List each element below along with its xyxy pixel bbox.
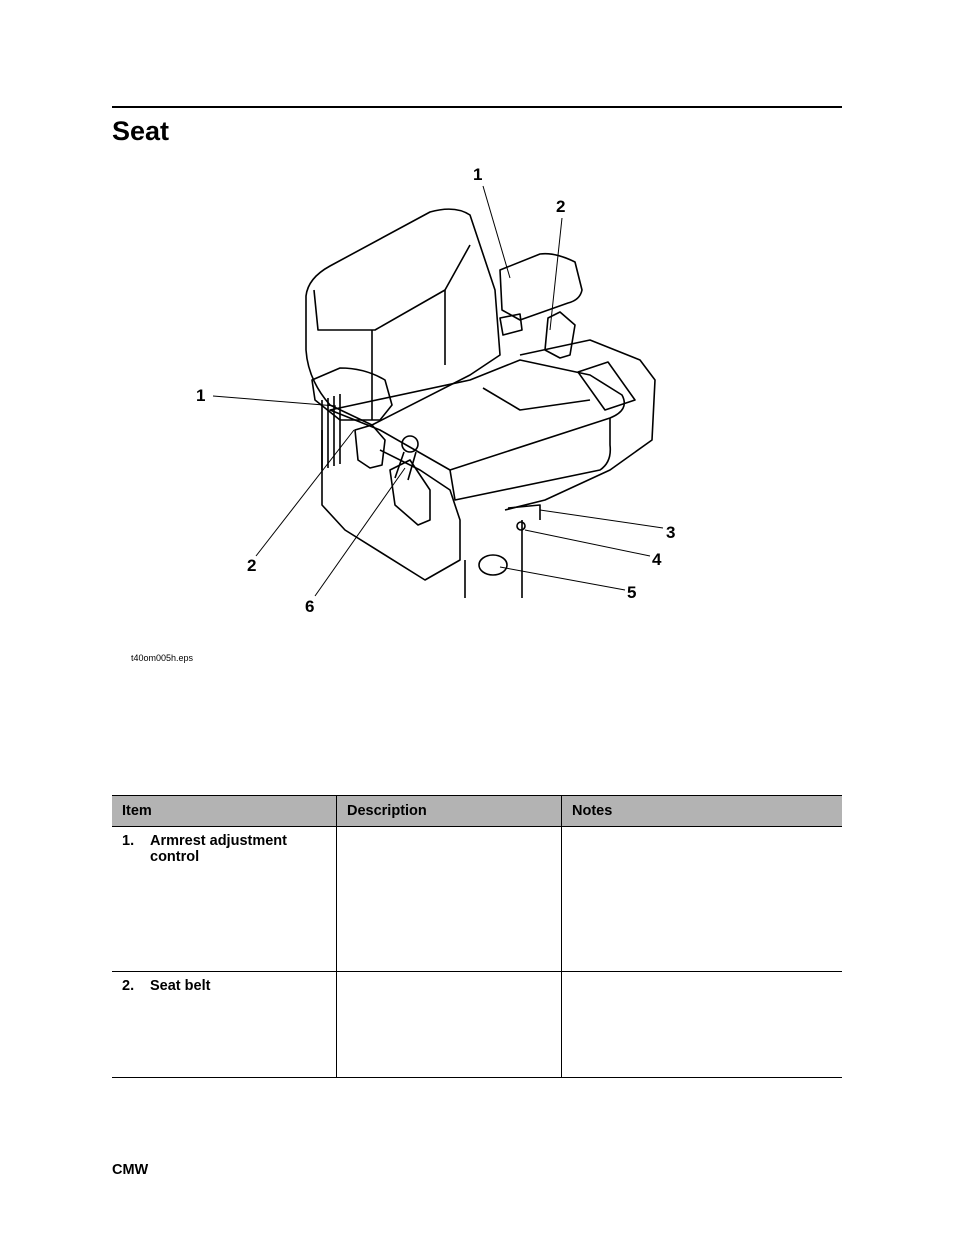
item-cell [112, 972, 337, 1078]
callout-2-top: 2 [556, 197, 566, 216]
notes-cell [562, 827, 843, 972]
callout-5: 5 [627, 583, 637, 602]
item-number: 1. [122, 833, 135, 849]
table-row [112, 972, 842, 1078]
callout-1-top: 1 [473, 165, 483, 184]
figure-caption: t40om005h.eps [131, 653, 194, 663]
notes-cell [562, 972, 843, 1078]
item-cell [112, 827, 337, 972]
parts-table [112, 795, 842, 1078]
callout-1-left: 1 [196, 386, 206, 405]
item-label: Seat belt [150, 978, 211, 994]
callout-3: 3 [666, 523, 676, 542]
table-row [112, 827, 842, 972]
table-header-row [112, 796, 842, 827]
description-cell [337, 972, 562, 1078]
description-cell [337, 827, 562, 972]
header-description: Description [337, 796, 562, 827]
callout-6: 6 [305, 597, 315, 616]
item-number: 2. [122, 978, 135, 994]
page-footer: CMW [112, 1162, 149, 1178]
header-item: Item [112, 796, 337, 827]
header-notes: Notes [562, 796, 843, 827]
page-title: Seat [112, 116, 170, 146]
callout-4: 4 [652, 550, 662, 569]
callout-2-left: 2 [247, 556, 257, 575]
item-label: Armrest adjustment control [150, 833, 287, 865]
